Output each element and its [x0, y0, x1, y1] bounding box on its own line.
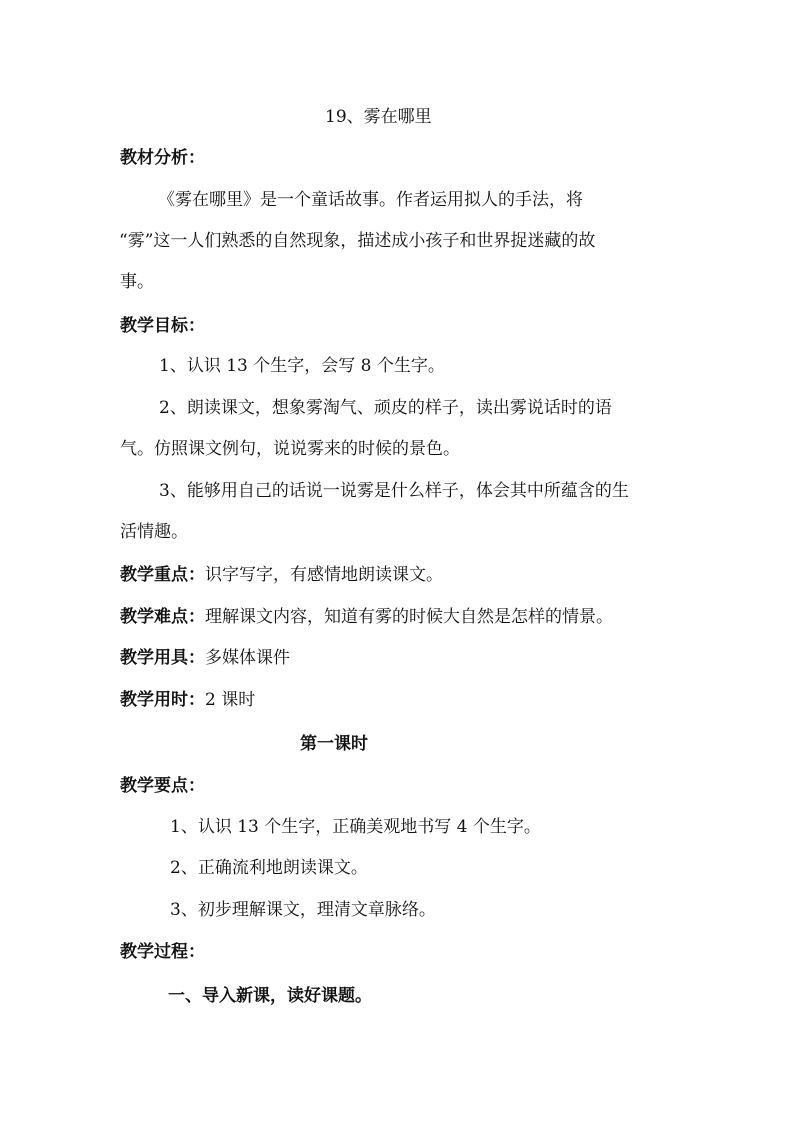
duration-label: 教学用时：: [120, 690, 205, 710]
analysis-line-1: 《雾在哪里》是一个童话故事。作者运用拟人的手法，将: [158, 190, 583, 210]
analysis-line-2: “雾”这一人们熟悉的自然现象，描述成小孩子和世界捉迷藏的故: [119, 231, 596, 251]
lesson-points-heading: 教学要点：: [120, 776, 205, 796]
document-title: 19、雾在哪里: [325, 107, 432, 127]
goal-item-3-cont: 活情趣。: [120, 522, 188, 542]
duration-value: 2 课时: [205, 690, 256, 710]
tools-label: 教学用具：: [120, 648, 205, 668]
goals-heading: 教学目标：: [120, 316, 205, 336]
lesson-one-title: 第一课时: [300, 734, 368, 754]
lesson-point-1: 1、认识 13 个生字，正确美观地书写 4 个生字。: [170, 817, 541, 837]
key-points-row: [120, 564, 443, 586]
process-step-1: 一、导入新课，读好课题。: [168, 986, 372, 1006]
goal-item-3: 3、能够用自己的话说一说雾是什么样子，体会其中所蕴含的生: [159, 481, 629, 501]
analysis-heading: 教材分析：: [120, 148, 205, 168]
tools-value: 多媒体课件: [205, 648, 290, 668]
difficulties-row: [120, 606, 613, 628]
key-points-label: 教学重点：: [120, 565, 205, 585]
tools-row: [120, 647, 290, 669]
difficulties-label: 教学难点：: [120, 607, 205, 627]
goal-item-1: 1、认识 13 个生字，会写 8 个生字。: [159, 356, 445, 376]
lesson-point-2: 2、正确流利地朗读课文。: [170, 858, 368, 878]
goal-item-2: 2、朗读课文，想象雾淘气、顽皮的样子，读出雾说话时的语: [159, 398, 612, 418]
lesson-point-3: 3、初步理解课文，理清文章脉络。: [170, 900, 436, 920]
goal-item-2-cont: 气。仿照课文例句，说说雾来的时候的景色。: [120, 439, 460, 459]
analysis-line-3: 事。: [120, 272, 154, 292]
key-points-value: 识字写字，有感情地朗读课文。: [205, 565, 443, 585]
difficulties-value: 理解课文内容，知道有雾的时候大自然是怎样的情景。: [205, 607, 613, 627]
process-heading: 教学过程：: [120, 942, 205, 962]
duration-row: [120, 689, 255, 711]
